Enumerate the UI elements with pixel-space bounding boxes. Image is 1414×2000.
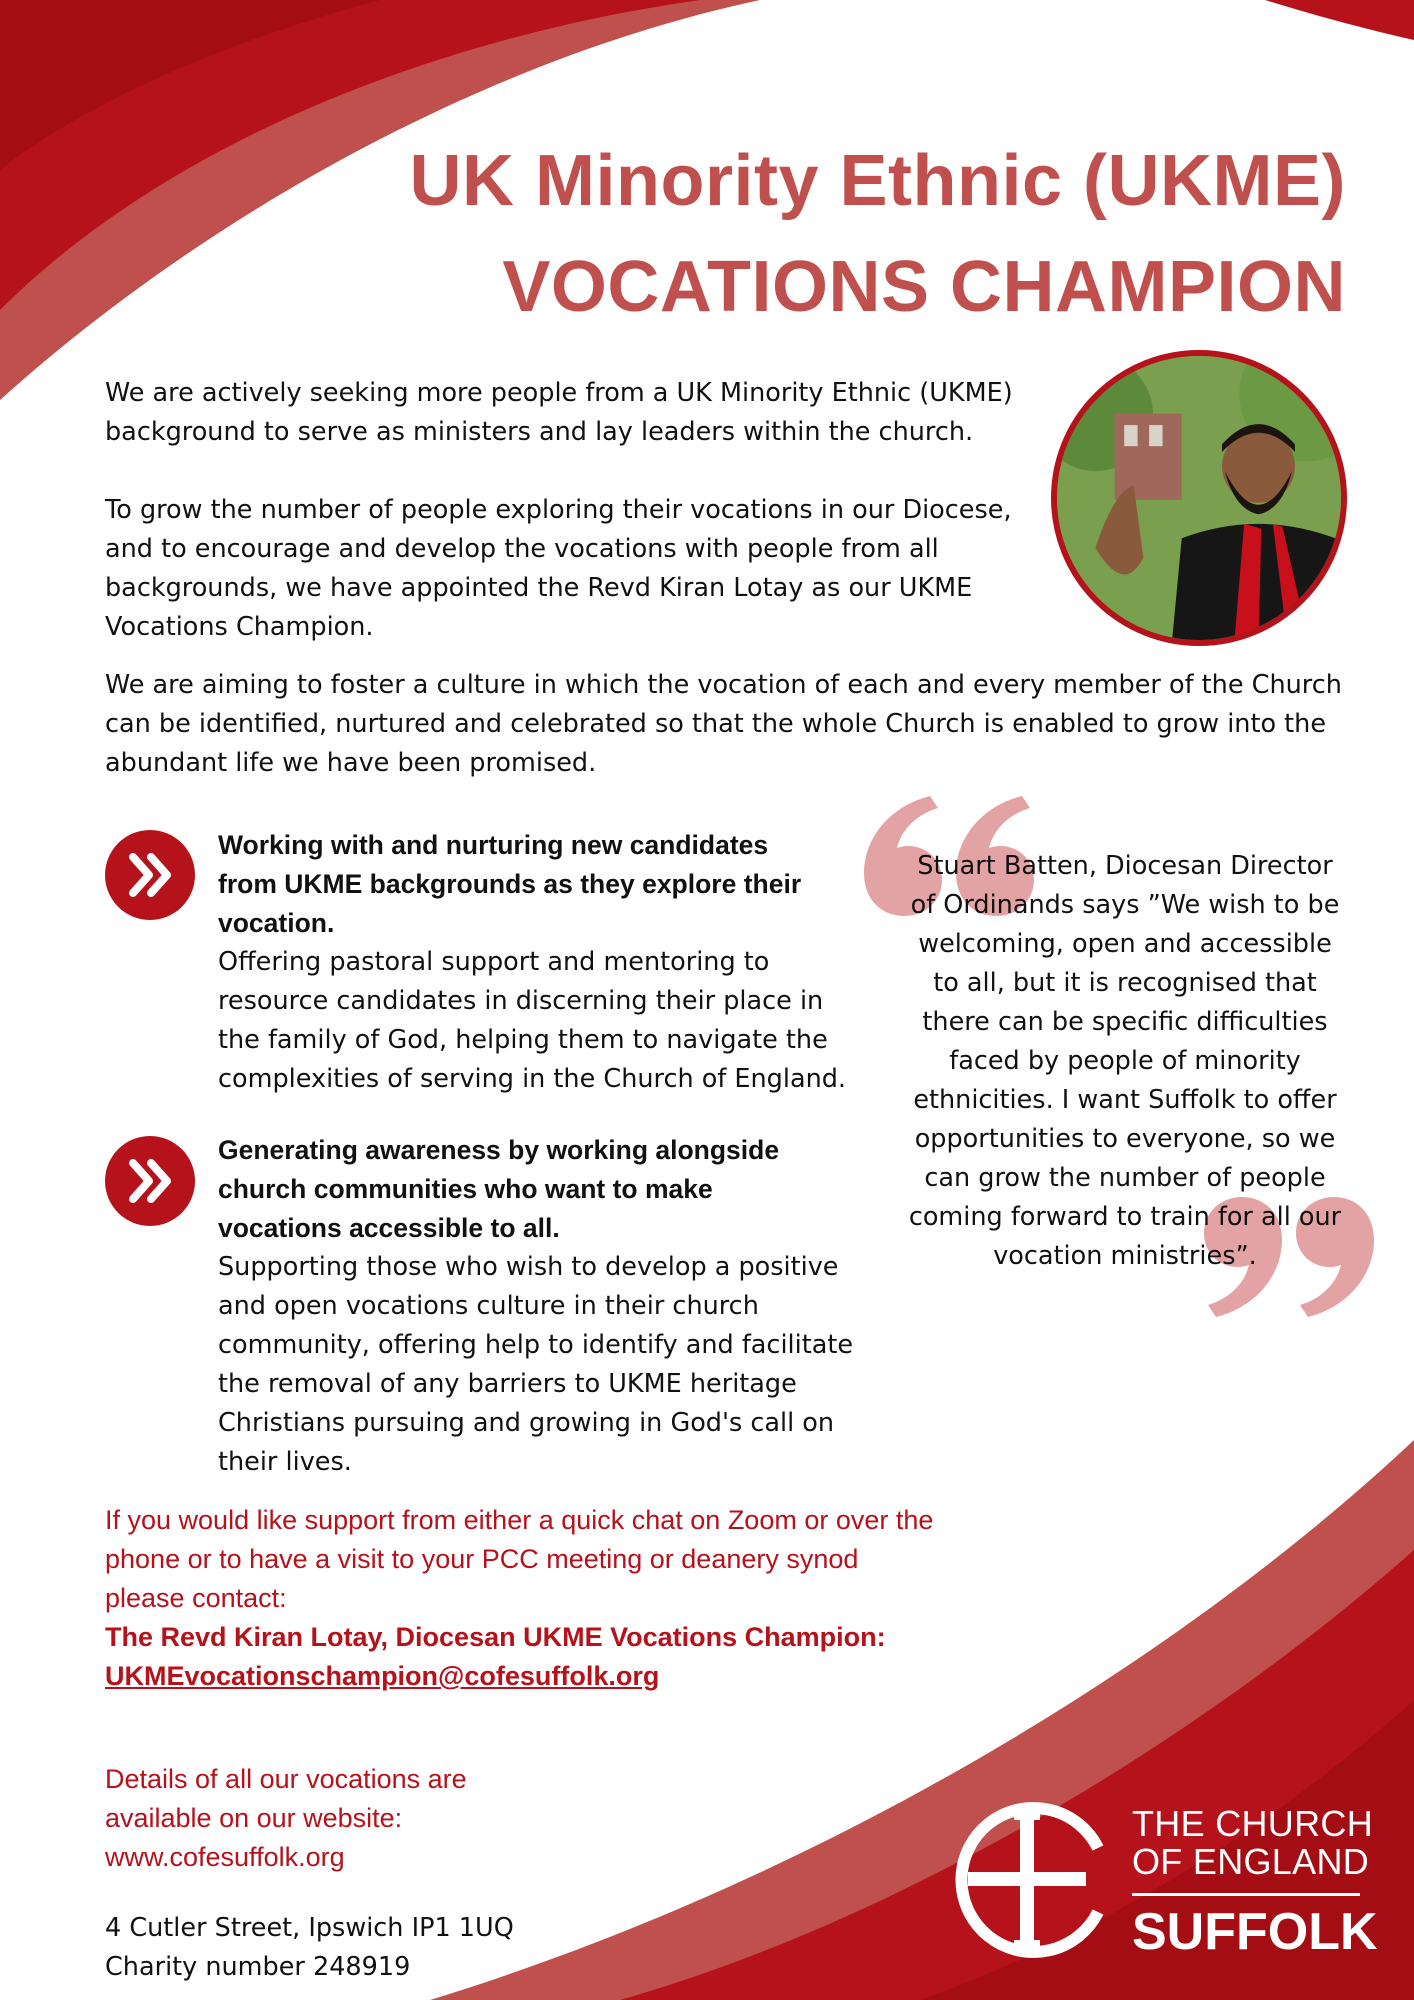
- text-line: abundant life we have been promised.: [105, 748, 597, 778]
- title-line-1: UK Minority Ethnic (UKME): [409, 141, 1346, 221]
- text-line: backgrounds, we have appointed the Revd Kiran Lotay as our UKME: [105, 573, 973, 603]
- text-line: Vocations Champion.: [105, 612, 374, 642]
- bullet-heading: [218, 1131, 858, 1248]
- email-link[interactable]: UKMEvocationschampion@cofesuffolk.org: [105, 1661, 660, 1691]
- text-line: Supporting those who wish to develop a positive: [218, 1252, 839, 1282]
- address-block: [105, 1909, 514, 1987]
- text-line: To grow the number of people exploring their vocations in our Diocese,: [105, 495, 1012, 525]
- text-line: welcoming, open and accessible: [918, 929, 1332, 959]
- text-line: of Ordinands says ”We wish to be: [910, 890, 1340, 920]
- address-line: 4 Cutler Street, Ipswich IP1 1UQ: [105, 1913, 514, 1943]
- text-line: please contact:: [105, 1583, 287, 1613]
- contact-section: [105, 1501, 1105, 1696]
- text-line: background to serve as ministers and lay leaders within the church.: [105, 417, 974, 447]
- logo-line-3: SUFFOLK: [1132, 1903, 1378, 1961]
- quote-text: [905, 847, 1345, 1276]
- intro-paragraph-1: [105, 374, 1013, 452]
- text-line: We are actively seeking more people from a UK Minority Ethnic (UKME): [105, 378, 1013, 408]
- bullet-body: [218, 1248, 858, 1482]
- text-line: Generating awareness by working alongside: [218, 1135, 780, 1165]
- page-title: [410, 128, 1346, 340]
- details-section: [105, 1760, 467, 1877]
- text-line: from UKME backgrounds as they explore their: [218, 869, 802, 899]
- intro-paragraph-2: [105, 491, 1012, 647]
- church-cross-icon: [948, 1800, 1108, 1960]
- text-line: and open vocations culture in their church: [218, 1291, 759, 1321]
- double-chevron-right-icon: [105, 1136, 195, 1226]
- text-line: the removal of any barriers to UKME heritage: [218, 1369, 797, 1399]
- text-line: coming forward to train for all our: [908, 1202, 1342, 1232]
- text-line: We are aiming to foster a culture in which the vocation of each and every member of the Church: [105, 670, 1342, 700]
- text-line: and to encourage and develop the vocations with people from all: [105, 534, 939, 564]
- logo-divider: [1132, 1893, 1360, 1896]
- website-link[interactable]: www.cofesuffolk.org: [105, 1842, 345, 1872]
- text-line: phone or to have a visit to your PCC meeting or deanery synod: [105, 1544, 859, 1574]
- text-line: faced by people of minority: [949, 1046, 1301, 1076]
- text-line: vocation.: [218, 908, 335, 938]
- logo-line-2: OF ENGLAND: [1132, 1841, 1370, 1882]
- title-line-2: VOCATIONS CHAMPION: [502, 247, 1346, 327]
- text-line: Christians pursuing and growing in God's call on: [218, 1408, 835, 1438]
- text-line: available on our website:: [105, 1803, 403, 1833]
- contact-name: The Revd Kiran Lotay, Diocesan UKME Vocations Champion:: [105, 1622, 886, 1652]
- text-line: there can be specific difficulties: [922, 1007, 1328, 1037]
- text-line: their lives.: [218, 1447, 352, 1477]
- text-line: vocations accessible to all.: [218, 1213, 560, 1243]
- church-logo-text: [1132, 1803, 1378, 1961]
- text-line: to all, but it is recognised that: [933, 968, 1317, 998]
- logo-line-1: THE CHURCH: [1132, 1803, 1373, 1844]
- text-line: complexities of serving in the Church of England.: [218, 1064, 847, 1094]
- text-line: vocation ministries”.: [993, 1241, 1257, 1271]
- text-line: community, offering help to identify and facilitate: [218, 1330, 854, 1360]
- intro-paragraph-3: [105, 666, 1342, 783]
- text-line: Offering pastoral support and mentoring to: [218, 947, 770, 977]
- charity-number: Charity number 248919: [105, 1952, 411, 1982]
- text-line: opportunities to everyone, so we: [914, 1124, 1336, 1154]
- text-line: can be identified, nurtured and celebrated so that the whole Church is enabled to grow into the: [105, 709, 1327, 739]
- bullet-heading: [218, 826, 858, 943]
- text-line: can grow the number of people: [924, 1163, 1326, 1193]
- text-line: Working with and nurturing new candidates: [218, 830, 769, 860]
- bullet-item-2: [218, 1131, 858, 1482]
- text-line: Stuart Batten, Diocesan Director: [917, 851, 1333, 881]
- text-line: ethnicities. I want Suffolk to offer: [913, 1085, 1337, 1115]
- bullet-body: [218, 943, 858, 1099]
- bullet-item-1: [218, 826, 858, 1099]
- text-line: the family of God, helping them to navigate the: [218, 1025, 828, 1055]
- double-chevron-right-icon: [105, 830, 195, 920]
- portrait-photo: [1051, 350, 1347, 646]
- text-line: resource candidates in discerning their place in: [218, 986, 824, 1016]
- text-line: church communities who want to make: [218, 1174, 713, 1204]
- text-line: Details of all our vocations are: [105, 1764, 467, 1794]
- text-line: If you would like support from either a quick chat on Zoom or over the: [105, 1505, 934, 1535]
